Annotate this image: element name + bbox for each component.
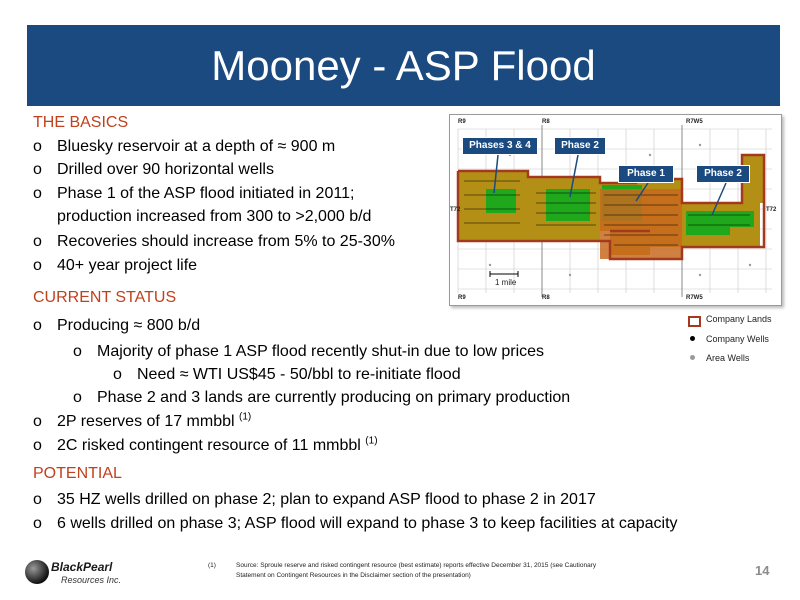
page-number: 14: [755, 563, 770, 578]
bullet-marker: o: [33, 413, 42, 430]
label-phases-3-4: Phases 3 & 4: [462, 137, 538, 155]
label-phase-1: Phase 1: [618, 165, 674, 183]
legend-label: Area Wells: [706, 353, 750, 363]
grid-label-r8-bottom: R8: [542, 295, 550, 301]
black-dot-icon: [690, 336, 695, 341]
bullet-marker: o: [113, 366, 122, 383]
footnote-text: Source: Sproule reserve and risked contingent resource (best estimate) reports effective December 31, 2015 (see Cautionary Statement on Contingent Resources in the Disclaimer section of the presentation): [236, 562, 597, 579]
section-heading-basics: THE BASICS: [33, 114, 129, 131]
bullet-marker: o: [33, 257, 42, 274]
bullet-marker: o: [33, 138, 42, 155]
label-phase-2-right: Phase 2: [696, 165, 750, 183]
bullet-text: Bluesky reservoir at a depth of ≈ 900 m: [57, 138, 336, 155]
bullet-text: 35 HZ wells drilled on phase 2; plan to expand ASP flood to phase 2 in 2017: [57, 491, 596, 508]
legend-label: Company Lands: [706, 314, 772, 324]
legend-label: Company Wells: [706, 334, 769, 344]
grid-label-r8-top: R8: [542, 119, 550, 125]
grid-label-r7w5-bottom: R7W5: [686, 295, 703, 301]
slide-title: Mooney - ASP Flood: [211, 42, 596, 89]
company-logo: [25, 558, 135, 592]
bullet-text: Majority of phase 1 ASP flood recently shut-in due to low prices: [97, 343, 545, 360]
label-phase-2-left: Phase 2: [554, 137, 606, 155]
bullet-marker: o: [33, 491, 42, 508]
grid-label-t72-right: T72: [766, 207, 777, 213]
bullet-marker: o: [33, 317, 42, 334]
bullet-text: Recoveries should increase from 5% to 25-30%: [57, 233, 395, 250]
bullet-marker: o: [73, 389, 82, 406]
grid-label-r7w5-top: R7W5: [686, 119, 703, 125]
grid-label-r9-bottom: R9: [458, 295, 466, 301]
scale-label: 1 mile: [495, 278, 517, 287]
bullet-marker: o: [33, 437, 42, 454]
bullet-text: Phase 1 of the ASP flood initiated in 2011;: [57, 185, 355, 202]
logo-subtitle: Resources Inc.: [61, 575, 122, 585]
logo-name: BlackPearl: [51, 560, 113, 574]
bullet-text: production increased from 300 to >2,000 b/d: [57, 208, 372, 225]
bullet-marker: o: [33, 185, 42, 202]
bullet-text: 2C risked contingent resource of 11 mmbbl: [57, 437, 366, 454]
bullet-text: Producing ≈ 800 b/d: [57, 317, 201, 334]
section-heading-potential: POTENTIAL: [33, 465, 122, 482]
bullet-marker: o: [33, 515, 42, 532]
footnote-ref: (1): [239, 411, 252, 423]
footnote-number: (1): [208, 562, 216, 569]
bullet-text: Drilled over 90 horizontal wells: [57, 161, 274, 178]
bullet-text: Phase 2 and 3 lands are currently producing on primary production: [97, 389, 571, 406]
bullet-text: 2P reserves of 17 mmbbl: [57, 413, 240, 430]
footnote-ref: (1): [365, 435, 378, 447]
bullet-text: 40+ year project life: [57, 257, 198, 274]
title-bar: [27, 25, 780, 106]
section-heading-status: CURRENT STATUS: [33, 289, 177, 306]
phase-1-area: [600, 189, 682, 259]
grey-dot-icon: [690, 355, 695, 360]
bullet-text: 6 wells drilled on phase 3; ASP flood will expand to phase 3 to keep facilities at capacity: [57, 515, 678, 532]
bullet-text: Need ≈ WTI US$45 - 50/bbl to re-initiate flood: [137, 366, 461, 383]
bullet-marker: o: [33, 161, 42, 178]
land-map: [449, 114, 782, 306]
pearl-icon: [25, 560, 49, 584]
bullet-marker: o: [73, 343, 82, 360]
square-outline-icon: [688, 316, 701, 327]
grid-label-r9-top: R9: [458, 119, 466, 125]
grid-label-t72-left: T72: [450, 207, 461, 213]
bullet-marker: o: [33, 233, 42, 250]
